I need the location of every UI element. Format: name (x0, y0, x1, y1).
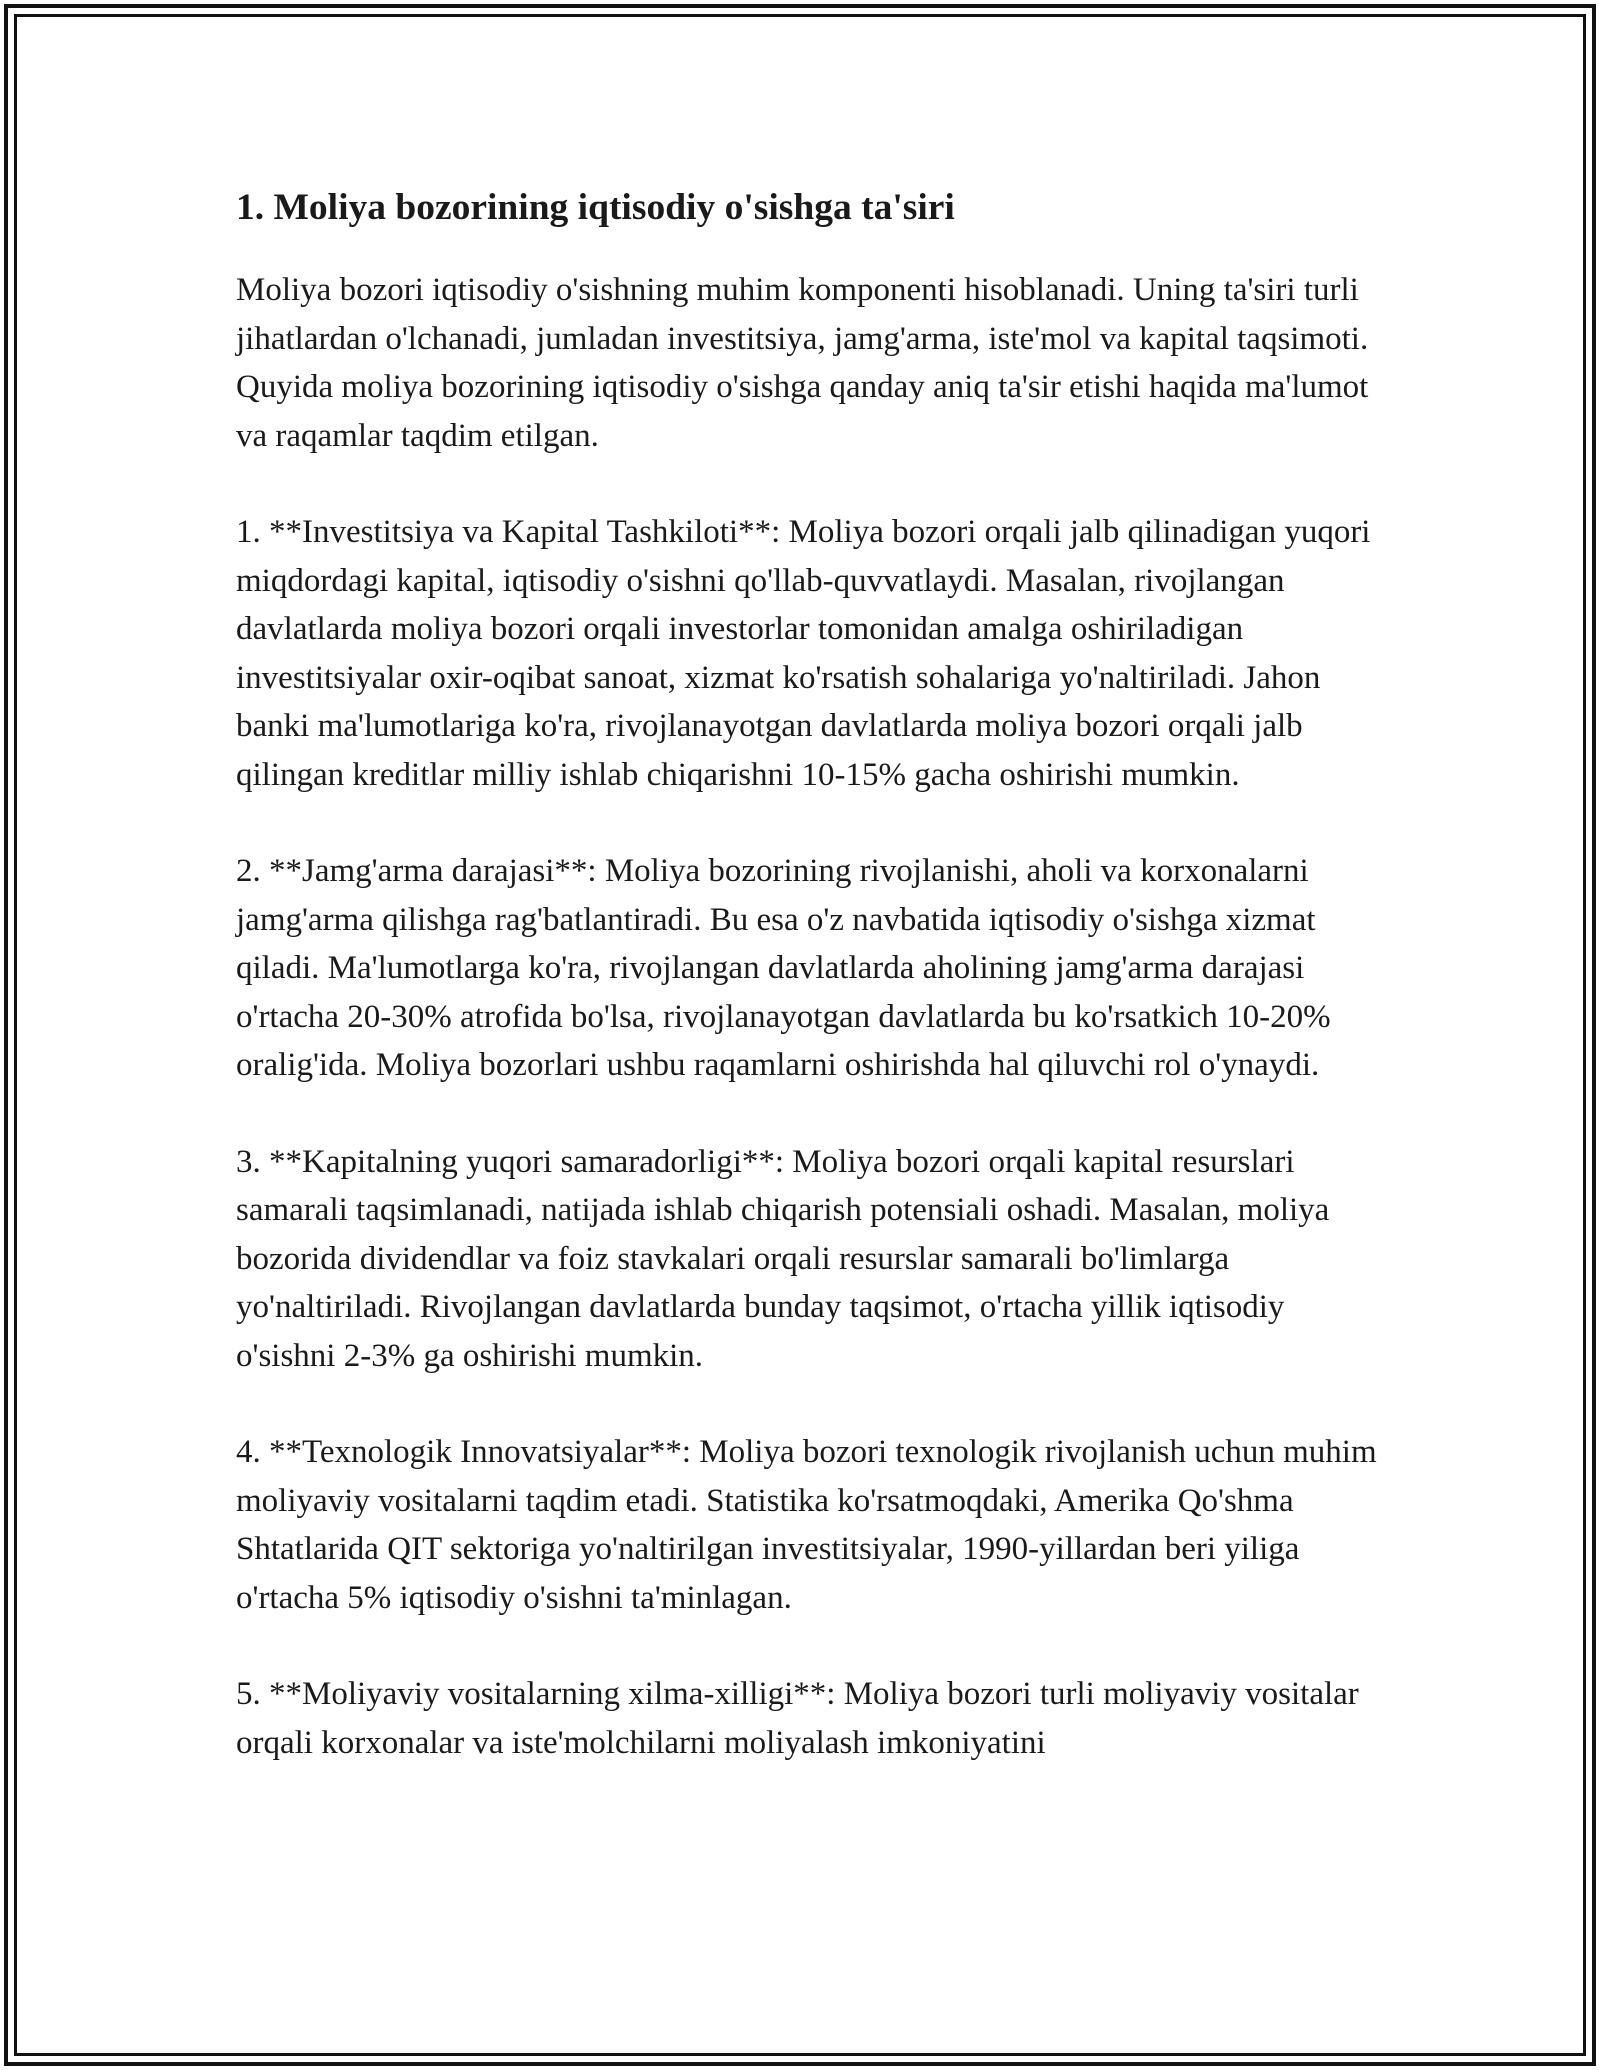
paragraph-investment: 1. **Investitsiya va Kapital Tashkiloti**: Moliya bozori orqali jalb qilinadigan yuqori miqdordagi kapital, iqtisodiy o'sishni qo'llab-quvvatlaydi. Masalan, rivojlangan davlatlarda moliya bozori orqali investorlar tomonidan amalga oshiriladigan investitsiyalar oxir-oqibat sanoat, xizmat ko'rsatish sohalariga yo'naltiriladi. Jahon banki ma'lumotlariga ko'ra, rivojlanayotgan davlatlarda moliya bozori orqali jalb qilingan kreditlar milliy ishlab chiqarishni 10-15% gacha oshirishi mumkin. (236, 514, 1371, 793)
paragraph-savings: 2. **Jamg'arma darajasi**: Moliya bozorining rivojlanishi, aholi va korxonalarni jamg'arma qilishga rag'batlantiradi. Bu esa o'z navbatida iqtisodiy o'sishga xizmat qiladi. Ma'lumotlarga ko'ra, rivojlangan davlatlarda aholining jamg'arma darajasi o'rtacha 20-30% atrofida bo'lsa, rivojlanayotgan davlatlarda bu ko'rsatkich 10-20% oralig'ida. Moliya bozorlari ushbu raqamlarni oshirishda hal qiluvchi rol o'ynaydi. (236, 853, 1331, 1083)
paragraph-capital-efficiency: 3. **Kapitalning yuqori samaradorligi**: Moliya bozori orqali kapital resurslari samarali taqsimlanadi, natijada ishlab chiqarish potensiali oshadi. Masalan, moliya bozorida dividendlar va foiz stavkalari orqali resurslar samarali bo'limlarga yo'naltiriladi. Rivojlangan davlatlarda bunday taqsimot, o'rtacha yillik iqtisodiy o'sishni 2-3% ga oshirishi mumkin. (236, 1143, 1330, 1374)
paragraph-instruments: 5. **Moliyaviy vositalarning xilma-xilligi**: Moliya bozori turli moliyaviy vositalar orqali korxonalar va iste'molchilarni moliyalash imkoniyatini (236, 1676, 1359, 1761)
intro-paragraph: Moliya bozori iqtisodiy o'sishning muhim komponenti hisoblanadi. Uning ta'siri turli jihatlardan o'lchanadi, jumladan investitsiya, jamg'arma, iste'mol va kapital taqsimoti. Quyida moliya bozorining iqtisodiy o'sishga qanday aniq ta'sir etishi haqida ma'lumot va raqamlar taqdim etilgan. (236, 272, 1369, 454)
section-heading: 1. Moliya bozorining iqtisodiy o'sishga ta'siri (236, 187, 955, 228)
paragraph-technology: 4. **Texnologik Innovatsiyalar**: Moliya bozori texnologik rivojlanish uchun muhim moliyaviy vositalarni taqdim etadi. Statistika ko'rsatmoqdaki, Amerika Qo'shma Shtatlarida QIT sektoriga yo'naltirilgan investitsiyalar, 1990-yillardan beri yiliga o'rtacha 5% iqtisodiy o'sishni ta'minlagan. (236, 1434, 1377, 1616)
document-body (236, 184, 1386, 1815)
